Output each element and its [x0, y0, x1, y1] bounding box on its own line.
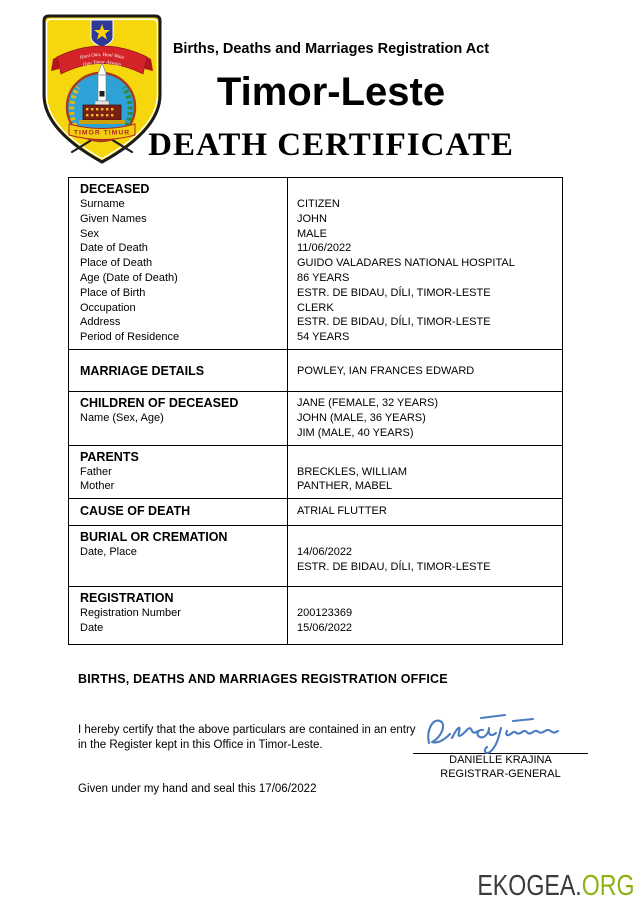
- field-value: 200123369: [297, 607, 353, 620]
- ekogea-watermark: [478, 870, 635, 903]
- field-value: PANTHER, MABEL: [297, 480, 393, 493]
- registration-values: [288, 587, 562, 644]
- certify-line2: in the Register kept in this Office in Timor-Leste.: [78, 739, 323, 751]
- field-label: Address: [80, 316, 121, 329]
- marriage-values: [288, 350, 562, 391]
- field-label: Period of Residence: [80, 331, 180, 344]
- field-value: 15/06/2022: [297, 621, 353, 634]
- field-label: Occupation: [80, 301, 136, 314]
- section-heading: CHILDREN OF DECEASED: [80, 395, 239, 410]
- section-burial: [69, 525, 562, 586]
- spacer: [297, 591, 554, 606]
- marriage-labels: [69, 350, 288, 391]
- field-label: Registration Number: [80, 607, 181, 620]
- field-value: GUIDO VALADARES NATIONAL HOSPITAL: [297, 257, 515, 270]
- section-children: [69, 391, 562, 445]
- field-label: Surname: [80, 198, 125, 210]
- parents-labels: [69, 446, 288, 499]
- field-value: ESTR. DE BIDAU, DÍLI, TIMOR-LESTE: [297, 286, 491, 299]
- cause-labels: [69, 499, 288, 525]
- field-value: JOHN (MALE, 36 YEARS): [297, 411, 426, 424]
- section-cause-of-death: [69, 498, 562, 525]
- field-value: BRECKLES, WILLIAM: [297, 465, 408, 478]
- field-label: Date: [80, 621, 104, 634]
- spacer: [297, 182, 554, 197]
- field-value: ESTR. DE BIDAU, DÍLI, TIMOR-LESTE: [297, 560, 491, 573]
- field-value: POWLEY, IAN FRANCES EDWARD: [297, 364, 475, 377]
- field-value: ESTR. DE BIDAU, DÍLI, TIMOR-LESTE: [297, 316, 491, 329]
- children-labels: [69, 392, 288, 445]
- motto-line1: Honi Oan, Honi Wain: [79, 52, 125, 61]
- field-label: Given Names: [80, 212, 147, 225]
- deceased-values: [288, 178, 562, 349]
- field-label: Name (Sex, Age): [80, 411, 164, 424]
- signature-icon: [421, 710, 581, 756]
- act-title: Births, Deaths and Marriages Registration Act: [172, 41, 490, 57]
- section-deceased: [69, 178, 562, 349]
- field-value: CLERK: [297, 301, 334, 314]
- emblem-caption: TIMOR TIMUR: [73, 129, 131, 137]
- deceased-labels: [69, 178, 288, 349]
- burial-values: [288, 526, 562, 586]
- certify-line1: I hereby certify that the above particulars are contained in an entry: [78, 724, 416, 736]
- registration-labels: [69, 587, 288, 644]
- field-value: 14/06/2022: [297, 546, 353, 559]
- section-heading: MARRIAGE DETAILS: [80, 363, 205, 378]
- field-value: JANE (FEMALE, 32 YEARS): [297, 396, 439, 409]
- spacer: [297, 530, 554, 545]
- section-heading: BURIAL OR CREMATION: [80, 530, 228, 545]
- field-value: 86 YEARS: [297, 271, 350, 284]
- certificate-table: [68, 177, 563, 645]
- field-label: Place of Birth: [80, 286, 146, 299]
- country-title: Timor-Leste: [216, 70, 446, 114]
- children-values: [288, 392, 562, 445]
- office-heading: BIRTHS, DEATHS AND MARRIAGES REGISTRATION OFFICE: [78, 672, 448, 686]
- section-marriage-details: [69, 349, 562, 391]
- field-value: 11/06/2022: [297, 242, 352, 255]
- field-value: JOHN: [297, 212, 327, 225]
- field-value: MALE: [297, 227, 327, 240]
- certify-statement: [78, 723, 416, 753]
- signature-block: [413, 710, 588, 781]
- field-value: CITIZEN: [297, 198, 340, 210]
- field-label: Mother: [80, 480, 115, 493]
- section-heading: DECEASED: [80, 182, 150, 196]
- field-value: JIM (MALE, 40 YEARS): [297, 426, 414, 439]
- cause-values: [288, 499, 562, 525]
- document-title: DEATH CERTIFICATE: [148, 127, 514, 163]
- section-heading: PARENTS: [80, 449, 139, 464]
- watermark-primary: EKOGEA.: [477, 870, 583, 902]
- field-label: Place of Death: [80, 257, 153, 270]
- field-label: Date, Place: [80, 546, 137, 559]
- field-value: 54 YEARS: [297, 331, 350, 344]
- section-parents: [69, 445, 562, 499]
- watermark-suffix: ORG: [582, 870, 635, 902]
- section-heading: CAUSE OF DEATH: [80, 504, 191, 519]
- registrar-title: REGISTRAR-GENERAL: [440, 767, 561, 780]
- spacer: [297, 450, 554, 465]
- field-label: Date of Death: [80, 242, 148, 255]
- motto-line2: Oan Timor Aswain: [82, 60, 122, 69]
- field-value: ATRIAL FLUTTER: [297, 505, 387, 518]
- field-label: Age (Date of Death): [80, 271, 178, 284]
- given-statement: Given under my hand and seal this 17/06/2022: [78, 783, 317, 795]
- burial-labels: [69, 526, 288, 586]
- section-heading: REGISTRATION: [80, 591, 174, 606]
- section-registration: [69, 586, 562, 644]
- parents-values: [288, 446, 562, 499]
- field-label: Father: [80, 465, 112, 478]
- field-label: Sex: [80, 227, 99, 240]
- registrar-name: DANIELLE KRAJINA: [449, 754, 552, 766]
